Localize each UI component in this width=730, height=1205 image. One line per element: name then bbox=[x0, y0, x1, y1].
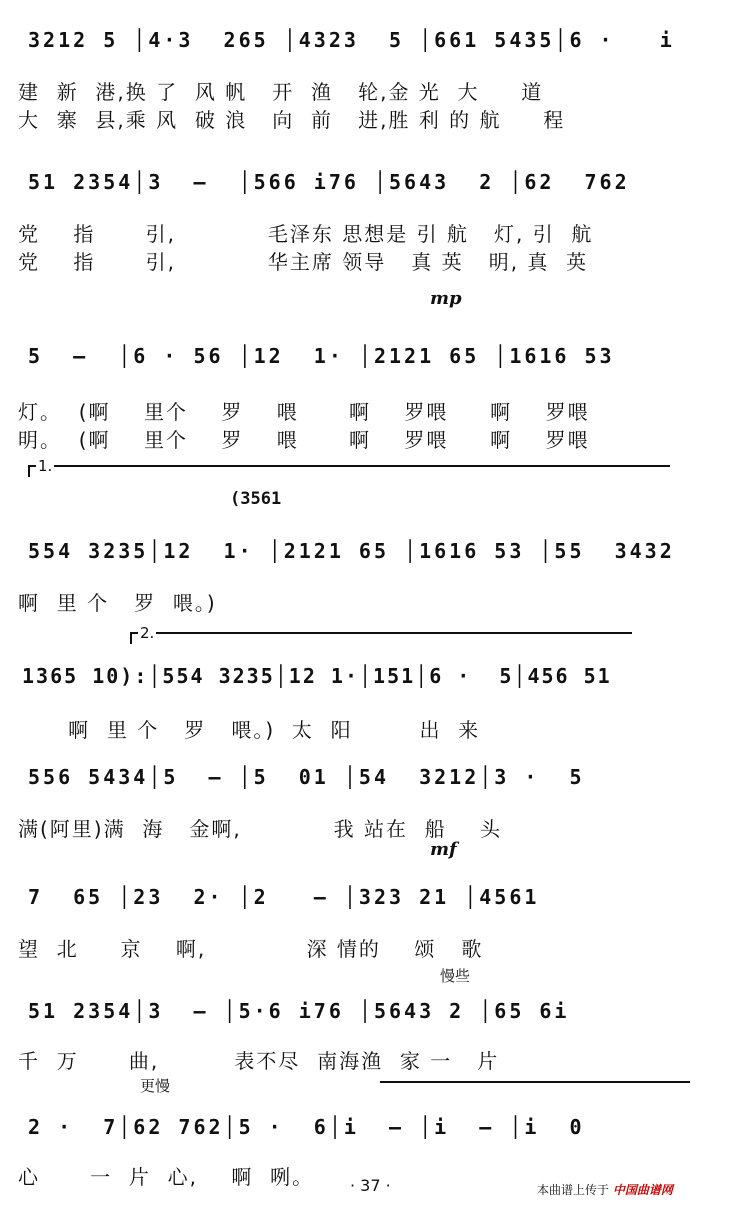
notation-row bbox=[0, 344, 730, 384]
bracket-note: (3561 bbox=[230, 489, 282, 509]
lyric-line-1: 灯。 (啊 里个 罗 喂 啊 罗喂 啊 罗喂 bbox=[18, 400, 590, 424]
notation-row bbox=[0, 170, 730, 210]
dynamic-marking: mf bbox=[430, 839, 457, 860]
volta-label: 2. bbox=[140, 624, 155, 642]
notation-row bbox=[0, 28, 730, 68]
notation-text: 556 5434│5 — │5 01 │54 3212│3 · 5 bbox=[28, 765, 585, 789]
page-number: · 37 · bbox=[350, 1176, 391, 1195]
notation-row bbox=[0, 664, 730, 704]
volta-bracket-1 bbox=[28, 457, 670, 477]
notation-text: 554 3235│12 1· │2121 65 │1616 53 │55 3432 bbox=[28, 539, 675, 563]
lyric-line-1: 望 北 京 啊, 深 情的 颂 歌 bbox=[18, 937, 484, 961]
notation-row bbox=[0, 999, 730, 1039]
lyric-line-1: 啊 里 个 罗 喂。) 太 阳 出 来 bbox=[18, 718, 481, 742]
notation-text: 51 2354│3 — │566 i76 │5643 2 │62 762 bbox=[28, 170, 630, 194]
notation-text: 1365 10):│554 3235│12 1·│151│6 · 5│456 51 bbox=[22, 664, 612, 688]
tempo-marking: 慢些 bbox=[440, 967, 471, 985]
lyric-line-1: 满(阿里)满 海 金啊, 我 站在 船 头 bbox=[18, 817, 503, 841]
lyric-line-1: 党 指 引, 毛泽东 思想是 引 航 灯, 引 航 bbox=[18, 222, 594, 246]
notation-text: 51 2354│3 — │5·6 i76 │5643 2 │65 6i bbox=[28, 999, 570, 1023]
tempo-marking: 更慢 bbox=[140, 1077, 171, 1095]
notation-text: 3212 5 │4·3 265 │4323 5 │661 5435│6 · i bbox=[28, 28, 675, 52]
lyric-line-1: 啊 里 个 罗 喂。) bbox=[18, 591, 217, 615]
lyric-line-2: 党 指 引, 华主席 领导 真 英 明, 真 英 bbox=[18, 250, 589, 274]
notation-row bbox=[0, 539, 730, 579]
hairpin-line bbox=[380, 1081, 690, 1083]
lyric-line-1: 心 一 片 心, 啊 咧。 bbox=[18, 1165, 315, 1189]
dynamic-marking: mp bbox=[430, 288, 462, 309]
lyric-line-1: 千 万 曲, 表不尽 南海渔 家 一 片 bbox=[18, 1049, 500, 1073]
site-logo: 中国曲谱网 bbox=[612, 1183, 673, 1197]
footer-credit bbox=[537, 1181, 673, 1198]
lyric-line-1: 建 新 港,换 了 风 帆 开 渔 轮,金 光 大 道 bbox=[18, 80, 544, 104]
volta-label: 1. bbox=[38, 457, 53, 475]
lyric-line-2: 大 寨 县,乘 风 破 浪 向 前 进,胜 利 的 航 程 bbox=[18, 108, 566, 132]
notation-row bbox=[0, 765, 730, 805]
notation-row bbox=[0, 885, 730, 925]
lyric-line-2: 明。 (啊 里个 罗 喂 啊 罗喂 啊 罗喂 bbox=[18, 428, 590, 452]
volta-bracket-2 bbox=[130, 624, 632, 644]
notation-row bbox=[0, 1115, 730, 1155]
notation-text: 2 · 7│62 762│5 · 6│i — │i — │i 0 bbox=[28, 1115, 585, 1139]
footer-text: 本曲谱上传于 bbox=[537, 1183, 610, 1197]
notation-text: 7 65 │23 2· │2 — │323 21 │4561 bbox=[28, 885, 540, 909]
notation-text: 5 — │6 · 56 │12 1· │2121 65 │1616 53 bbox=[28, 344, 615, 368]
